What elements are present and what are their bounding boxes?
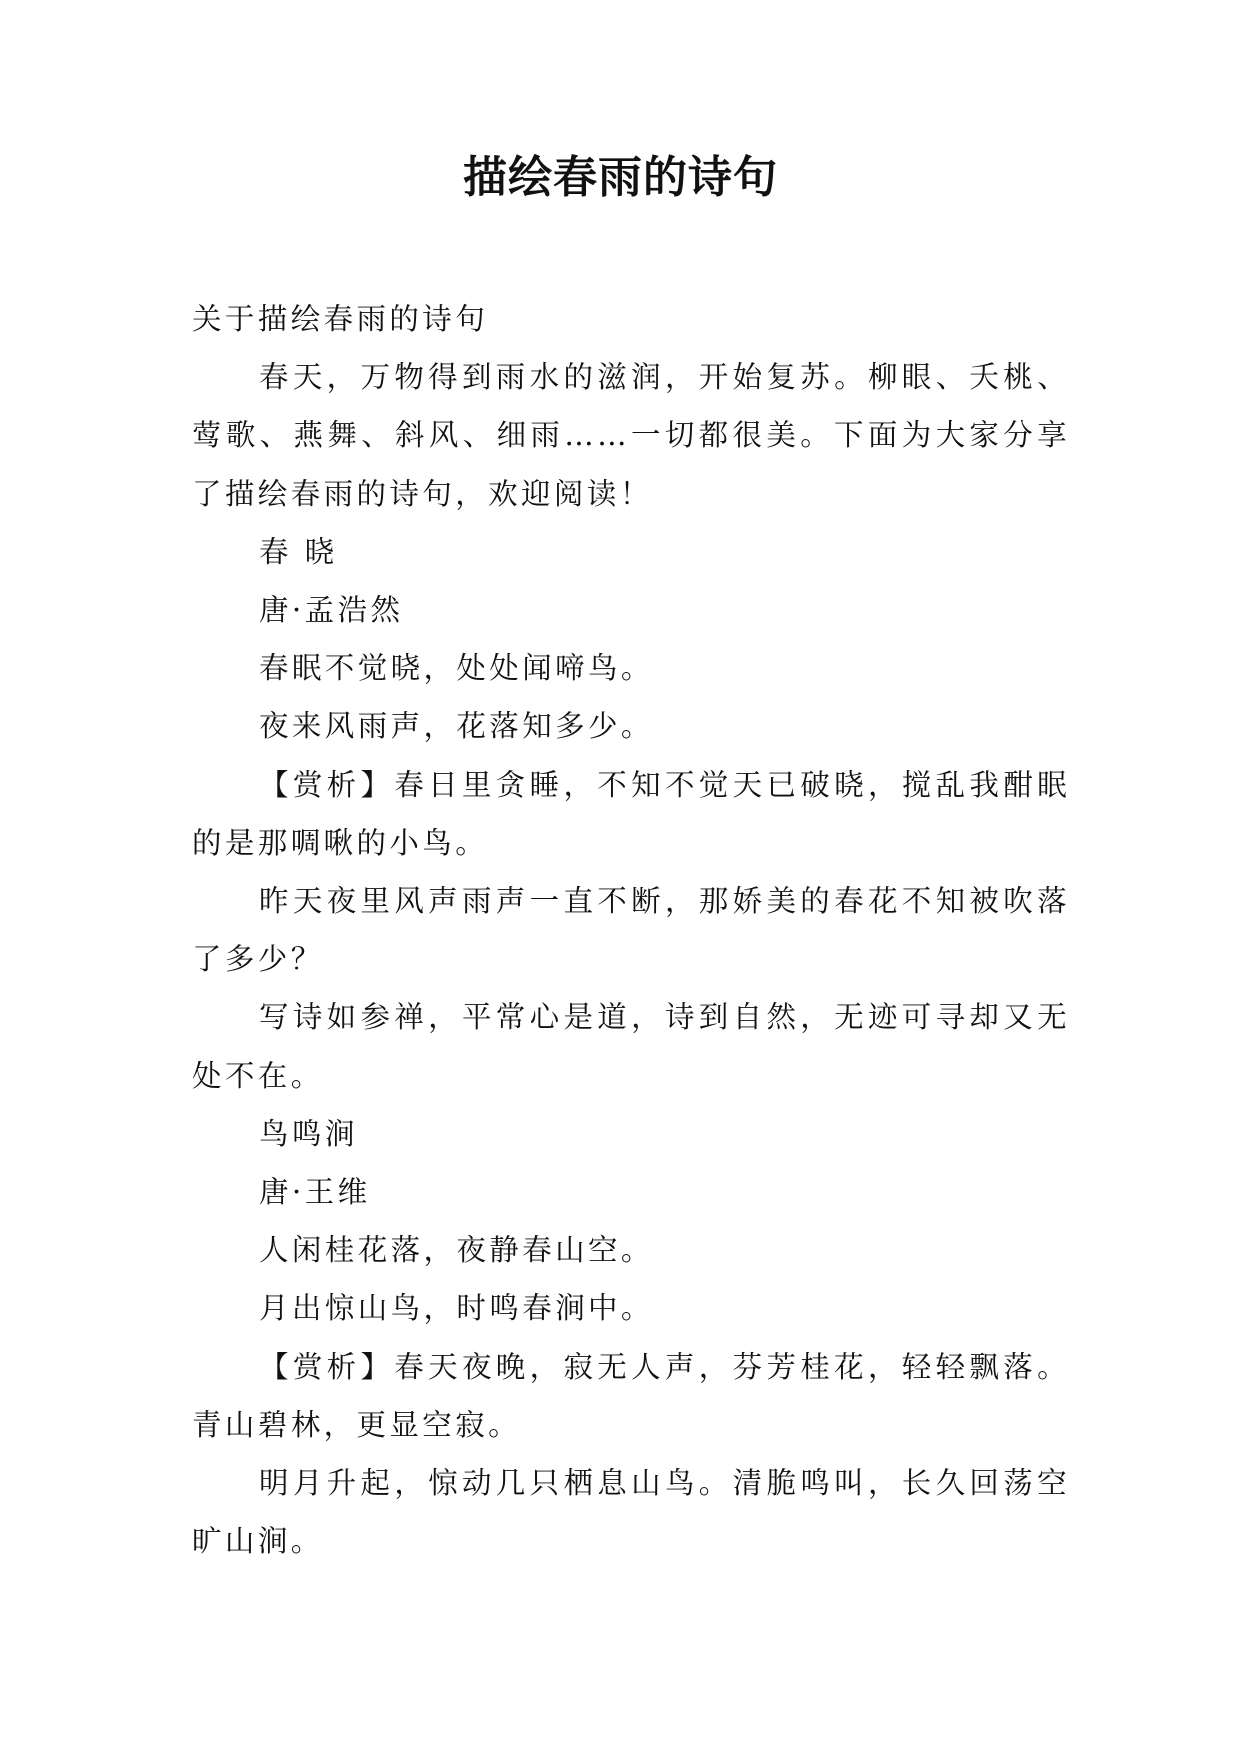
document-body: [192, 290, 1070, 1570]
intro-paragraph: 春天，万物得到雨水的滋润，开始复苏。柳眼、夭桃、莺歌、燕舞、斜风、细雨……一切都很美。下面为大家分享了描绘春雨的诗句，欢迎阅读！: [192, 360, 1070, 511]
poem-title-niaomingjian: 鸟鸣涧: [259, 1116, 358, 1151]
poem-title-chunxiao: 春 晓: [259, 534, 338, 569]
poem-author-wangwei: 唐·王维: [259, 1175, 371, 1210]
appreciation-paragraph: 明月升起，惊动几只栖息山鸟。清脆鸣叫，长久回荡空旷山涧。: [192, 1466, 1070, 1559]
poem-line: 人闲桂花落，夜静春山空。: [259, 1233, 654, 1268]
appreciation-paragraph: 【赏析】春天夜晚，寂无人声，芬芳桂花，轻轻飘落。青山碧林，更显空寂。: [192, 1349, 1070, 1442]
intro-heading: 关于描绘春雨的诗句: [192, 302, 489, 336]
appreciation-paragraph: 【赏析】春日里贪睡，不知不觉天已破晓，搅乱我酣眠的是那啁啾的小鸟。: [192, 767, 1070, 860]
appreciation-paragraph: 昨天夜里风声雨声一直不断，那娇美的春花不知被吹落了多少？: [192, 884, 1070, 977]
document-title: 描绘春雨的诗句: [463, 152, 778, 203]
poem-author-menghaoran: 唐·孟浩然: [259, 593, 404, 628]
appreciation-paragraph: 写诗如参禅，平常心是道，诗到自然，无迹可寻却又无处不在。: [192, 1000, 1070, 1093]
poem-line: 夜来风雨声，花落知多少。: [259, 709, 654, 744]
poem-line: 春眠不觉晓，处处闻啼鸟。: [259, 651, 654, 686]
poem-line: 月出惊山鸟，时鸣春涧中。: [259, 1291, 654, 1326]
